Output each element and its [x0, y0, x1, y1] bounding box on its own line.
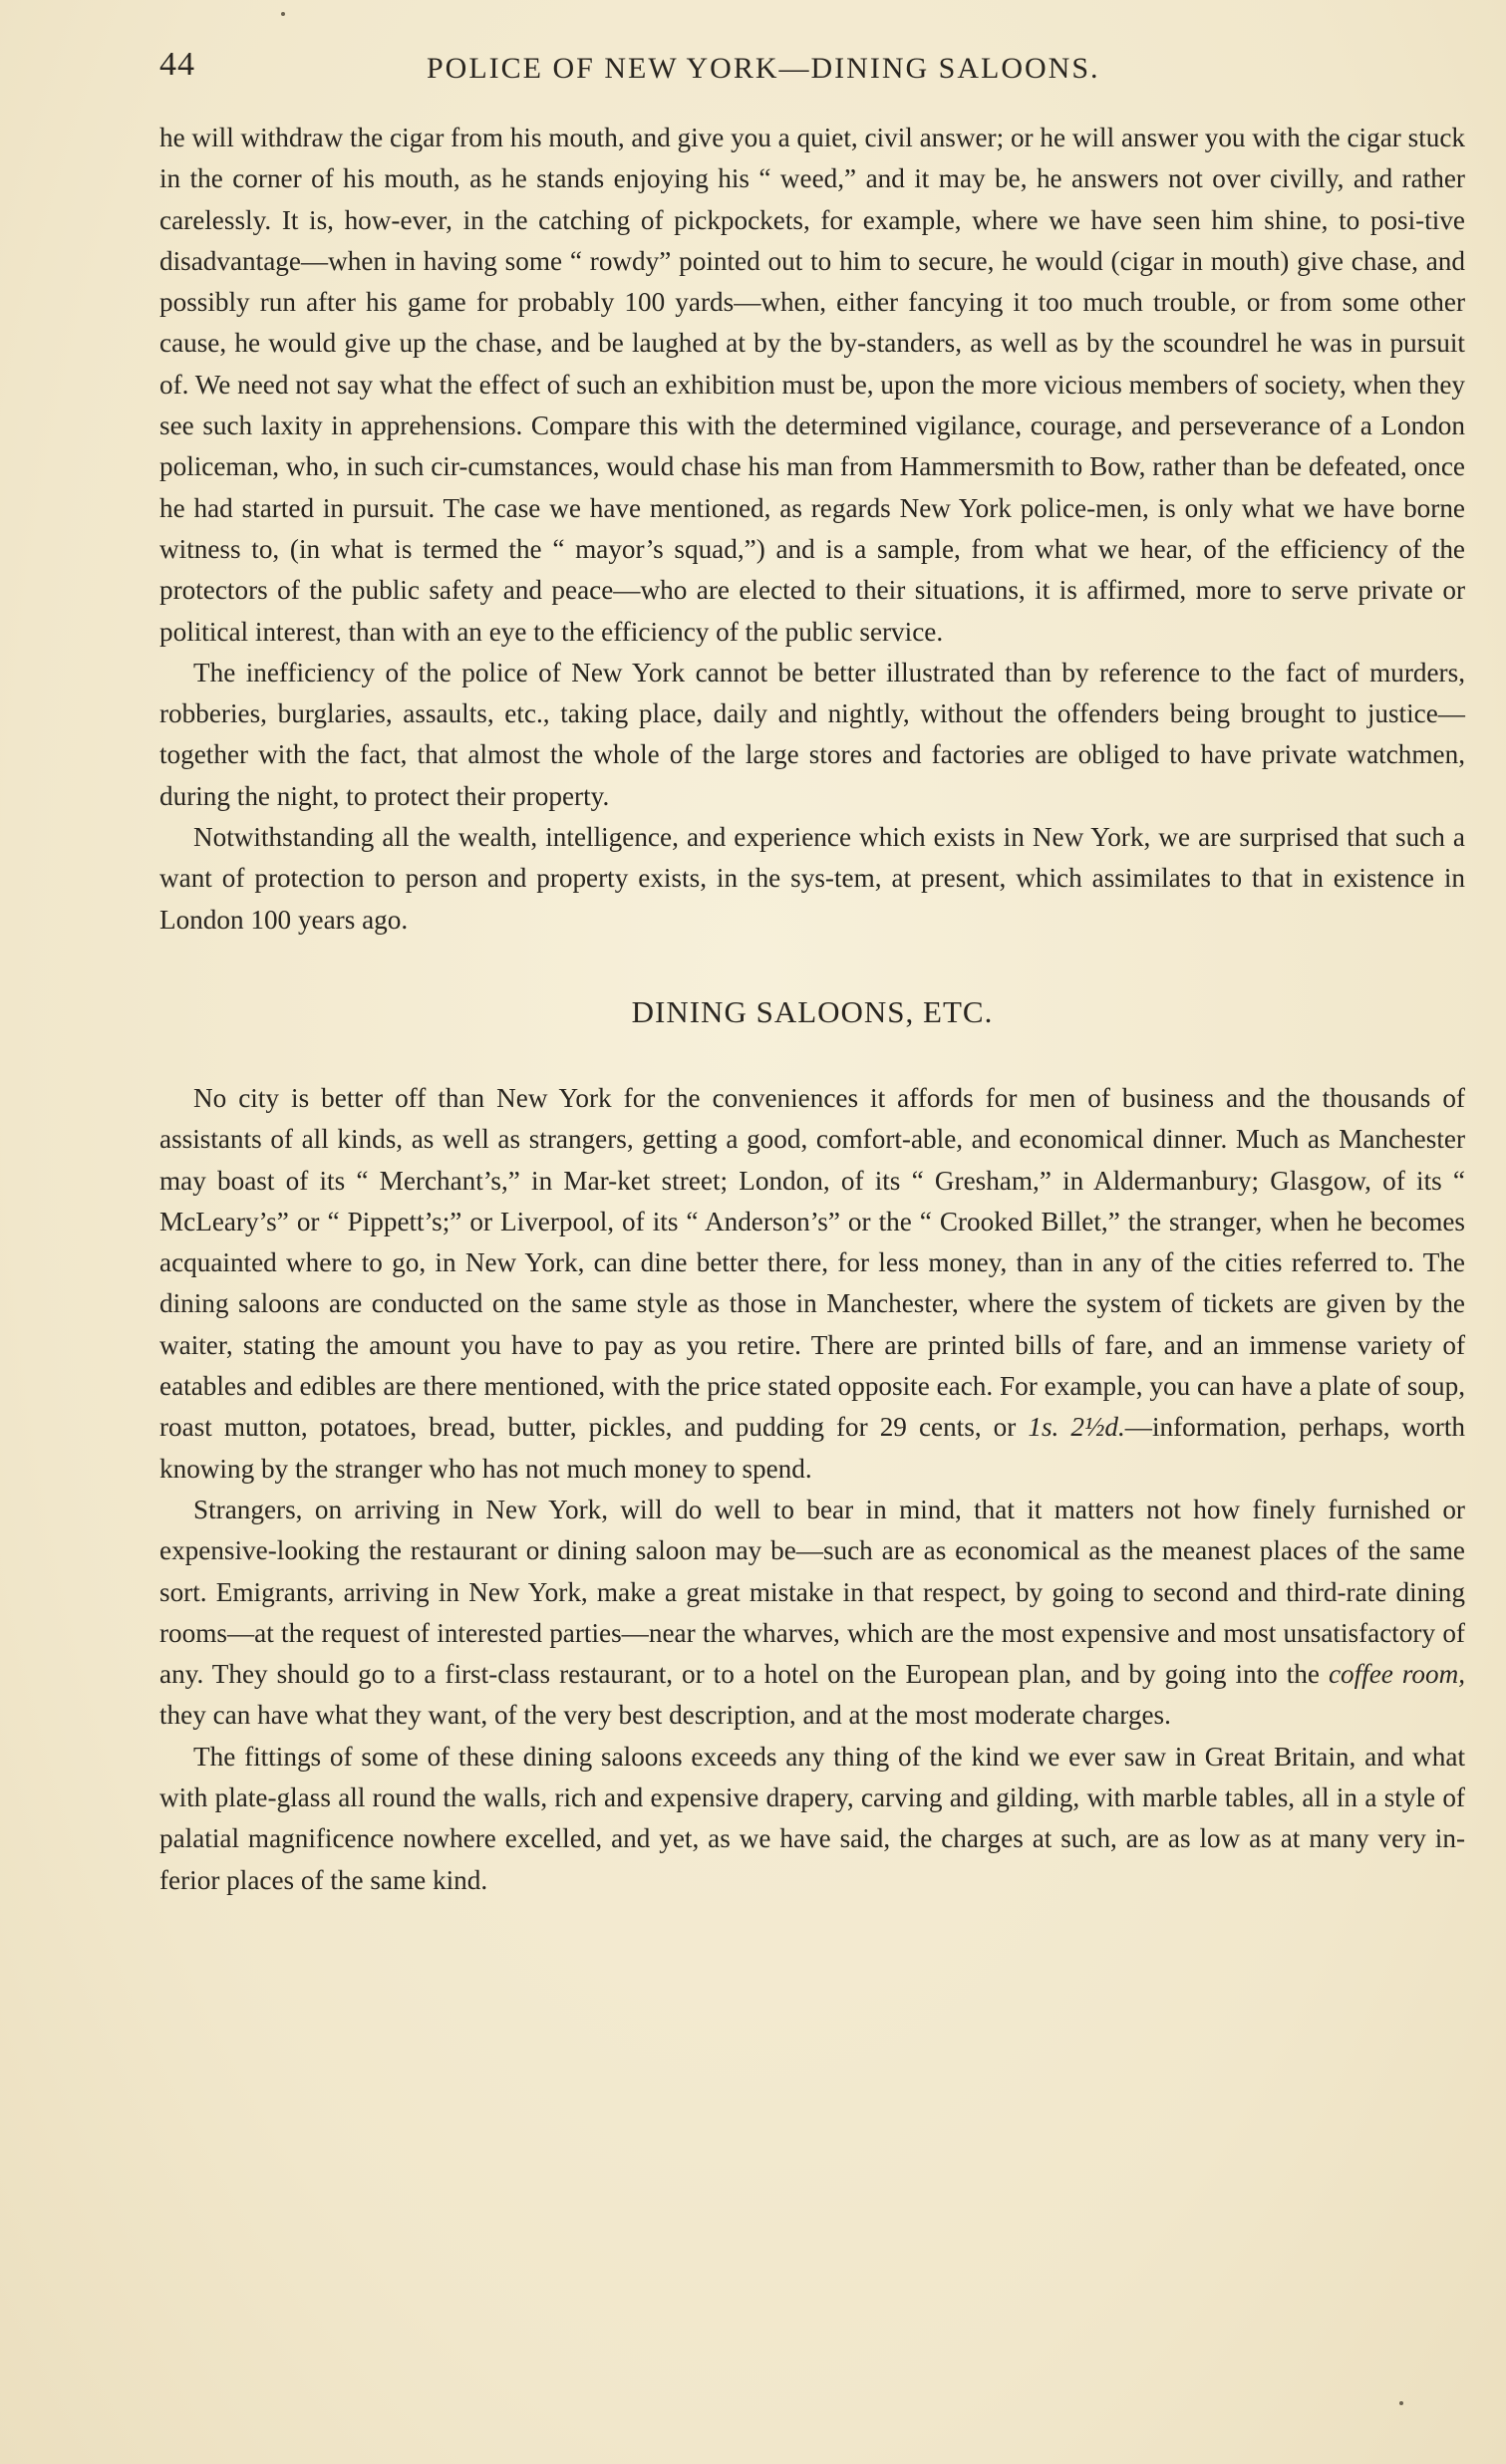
- dining-intro-tail: —information, perhaps, worth knowing by the stranger who has not much money to spend.: [159, 1412, 1466, 1484]
- strangers-advice-text: Strangers, on arriving in New York, will do well to bear in mind, that it matters not how finely furnished or expensive-looking the restaurant or dining saloon may be—such are as economical as the meanest places of the same sort. Emigrants, arriving in New York, make a great mistake in that respect, by going to second and third-rate dining rooms—at the request of interested parties—near the wharves, which are the most expensive and most unsatisfactory of any. They should go to a first-class restaurant, or to a hotel on the European plan, and by going into the: [159, 1494, 1465, 1690]
- price-sterling: 1s. 2½d.: [1028, 1412, 1125, 1443]
- running-head: POLICE OF NEW YORK—DINING SALOONS.: [427, 52, 1100, 85]
- page-number: 44: [159, 46, 195, 83]
- dining-intro-text: No city is better off than New York for the conveniences it affords for men of business and the thousands of assistants of all kinds, as well as strangers, getting a good, comfort-able, and economical dinner. Much as Manchester may boast of its “ Merchant’s,” in Mar-ket street; London, of its “ Gresham,” in Aldermanbury; Glasgow, of its “ McLeary’s” or “ Pippett’s;” or Liverpool, of its “ Anderson’s” or the “ Crooked Billet,” the stranger, when he becomes acquainted where to go, in New York, can dine better there, for less money, than in any of the cities referred to. The dining saloons are conducted on the same style as those in Manchester, where the system of tickets are given by the waiter, stating the amount you have to pay as you retire. There are printed bills of fare, and an immense variety of eatables and edibles are there mentioned, with the price stated opposite each. For example, you can have a plate of soup, roast mutton, potatoes, bread, butter, pickles, and pudding for 29 cents, or: [159, 1082, 1465, 1443]
- paragraph-saloon-fittings: The fittings of some of these dining saloons exceeds any thing of the kind we ever saw in Great Britain, and what with plate-glass all round the walls, rich and expensive drapery, carving and gilding, with marble tables, all in a style of palatial magnificence nowhere excelled, and yet, as we have said, the charges at such, are as low as at many very in-ferior places of the same kind.: [159, 1741, 1465, 1895]
- paper-speck: [1399, 2401, 1403, 2405]
- coffee-room-term: coffee room,: [1328, 1659, 1466, 1690]
- paragraph-police-cigar: he will withdraw the cigar from his mouth, and give you a quiet, civil answer; or he will answer you with the cigar stuck in the corner of his mouth, as he stands enjoying his “ weed,” and it may be, he answers not over civilly, and rather carelessly. It is, how-ever, in the catching of pickpockets, for example, where we have seen him shine, to posi-tive disadvantage—when in having some “ rowdy” pointed out to him to secure, he would (cigar in mouth) give chase, and possibly run after his game for probably 100 yards—when, either fancying it too much trouble, or from some other cause, he would give up the chase, and be laughed at by the by-standers, as well as by the scoundrel he was in pursuit of. We need not say what the effect of such an exhibition must be, upon the more vicious members of society, when they see such laxity in apprehensions. Compare this with the determined vigilance, courage, and perseverance of a London policeman, who, in such cir-cumstances, would chase his man from Hammersmith to Bow, rather than be defeated, once he had started in pursuit. The case we have mentioned, as regards New York police-men, is only what we have borne witness to, (in what is termed the “ mayor’s squad,”) and is a sample, from what we hear, of the efficiency of the protectors of the public safety and peace—who are elected to their situations, it is affirmed, more to serve private or political interest, than with an eye to the efficiency of the public service.: [159, 123, 1465, 647]
- paper-speck: [281, 12, 285, 16]
- body-text: [159, 118, 1465, 1901]
- page-header: [159, 46, 1465, 90]
- section-heading-dining-saloons: DINING SALOONS, ETC.: [631, 993, 994, 1029]
- paragraph-strangers-advice: [159, 1490, 1465, 1737]
- paragraph-police-protection: Notwithstanding all the wealth, intelligence, and experience which exists in New York, we are surprised that such a want of protection to person and property exists, in the sys-tem, at present, which assimilates to that in existence in London 100 years ago.: [159, 822, 1465, 935]
- strangers-advice-tail: they can have what they want, of the very best description, and at the most moderate charges.: [159, 1700, 1171, 1731]
- paragraph-dining-intro: [159, 1078, 1465, 1490]
- paragraph-police-inefficiency: The inefficiency of the police of New York cannot be better illustrated than by reference to the fact of murders, robberies, burglaries, assaults, etc., taking place, daily and nightly, without the offenders being brought to justice—together with the fact, that almost the whole of the large stores and factories are obliged to have private watchmen, during the night, to protect their property.: [159, 657, 1465, 811]
